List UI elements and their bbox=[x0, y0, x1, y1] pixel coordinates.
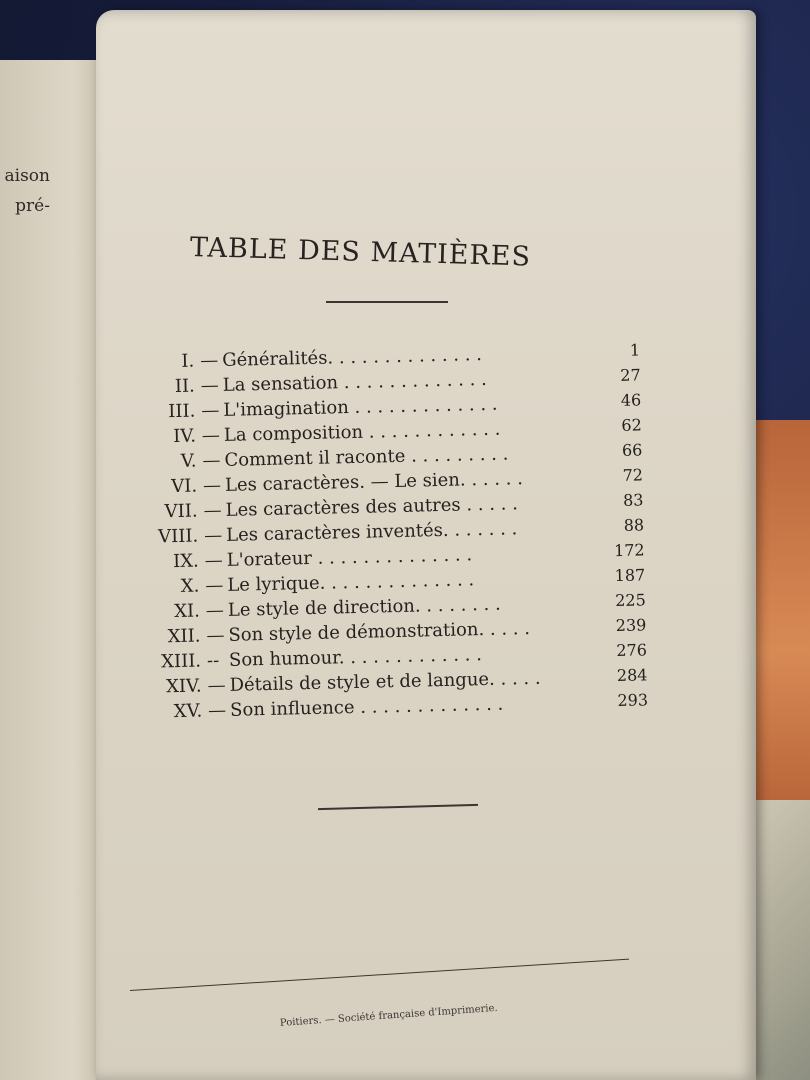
toc-page-number: 284 bbox=[616, 665, 648, 686]
toc-separator: — bbox=[204, 549, 223, 572]
toc-chapter-number: XI. bbox=[174, 600, 201, 623]
toc-chapter-number: V. bbox=[180, 450, 197, 472]
toc-chapter-title: L'orateur . . . . . . . . . . . . . . bbox=[226, 544, 473, 571]
left-page-line-1: aison bbox=[4, 166, 50, 186]
toc-page-number: 66 bbox=[621, 440, 643, 460]
printer-imprint: Poitiers. — Société française d'Imprimerie. bbox=[279, 1002, 498, 1029]
toc-separator: — bbox=[201, 424, 221, 447]
toc-chapter-title: Comment il raconte . . . . . . . . . bbox=[224, 443, 509, 471]
toc-separator: — bbox=[202, 474, 222, 497]
toc-separator: — bbox=[201, 399, 220, 422]
toc-page-number: 1 bbox=[629, 340, 641, 360]
toc-page-number: 172 bbox=[613, 540, 645, 561]
toc-page-number: 62 bbox=[621, 415, 643, 435]
toc-page-number: 225 bbox=[615, 590, 646, 611]
toc-page-number: 46 bbox=[620, 390, 642, 410]
toc-page-number: 239 bbox=[615, 615, 647, 636]
toc-chapter-title: Son style de démonstration. . . . . bbox=[228, 618, 531, 646]
toc-separator: — bbox=[203, 524, 223, 547]
toc-chapter-number: XII. bbox=[167, 625, 201, 648]
toc-page-number: 293 bbox=[617, 690, 649, 711]
toc-chapter-number: XIII. bbox=[160, 650, 202, 673]
toc-chapter-title: Les caractères des autres . . . . . bbox=[225, 493, 519, 521]
toc-page-number: 276 bbox=[616, 640, 648, 661]
page-title: TABLE DES MATIÈRES bbox=[189, 232, 532, 273]
toc-chapter-number: II. bbox=[174, 375, 196, 397]
toc-chapter-number: I. bbox=[181, 350, 195, 372]
toc-chapter-title: Les caractères. — Le sien. . . . . . bbox=[224, 468, 524, 496]
toc-separator: — bbox=[202, 449, 221, 472]
toc-chapter-title: Le lyrique. . . . . . . . . . . . . . bbox=[227, 569, 475, 596]
toc-page-number: 187 bbox=[614, 565, 646, 586]
toc-chapter-title: Son humour. . . . . . . . . . . . . bbox=[228, 644, 483, 671]
toc-chapter-number: VII. bbox=[164, 500, 198, 523]
toc-chapter-title: L'imagination . . . . . . . . . . . . . bbox=[223, 393, 498, 421]
toc-page-number: 83 bbox=[622, 490, 644, 510]
toc-page-number: 27 bbox=[620, 365, 641, 385]
toc-chapter-title: Les caractères inventés. . . . . . . bbox=[225, 518, 518, 546]
left-page-line-2: pré- bbox=[15, 196, 50, 216]
toc-separator: — bbox=[203, 499, 222, 522]
toc-chapter-number: IV. bbox=[173, 425, 197, 448]
toc-chapter-title: Son influence . . . . . . . . . . . . . bbox=[229, 693, 504, 721]
toc-chapter-title: La composition . . . . . . . . . . . . bbox=[223, 418, 501, 446]
toc-separator: -- bbox=[206, 650, 220, 672]
toc-separator: — bbox=[199, 350, 219, 372]
toc-page-number: 72 bbox=[622, 465, 644, 485]
toc-separator: — bbox=[207, 699, 227, 722]
toc-separator: — bbox=[200, 374, 220, 397]
toc-page-number: 88 bbox=[623, 515, 645, 535]
toc-chapter-number: VIII. bbox=[157, 525, 199, 548]
toc-chapter-title: Le style de direction. . . . . . . . bbox=[227, 593, 501, 621]
toc-chapter-number: III. bbox=[168, 400, 196, 423]
toc-chapter-title: Détails de style et de langue. . . . . bbox=[229, 667, 541, 696]
toc-chapter-number: XIV. bbox=[165, 675, 202, 698]
table-of-contents bbox=[130, 340, 648, 726]
toc-chapter-number: XV. bbox=[173, 700, 203, 723]
toc-chapter-title: La sensation . . . . . . . . . . . . . bbox=[222, 368, 487, 396]
toc-chapter-number: X. bbox=[180, 575, 200, 597]
toc-chapter-title: Généralités. . . . . . . . . . . . . . bbox=[221, 344, 483, 371]
toc-chapter-number: VI. bbox=[170, 475, 198, 498]
toc-separator: — bbox=[206, 624, 225, 647]
toc-separator: — bbox=[205, 599, 225, 622]
title-rule bbox=[326, 301, 448, 303]
toc-separator: — bbox=[207, 674, 226, 697]
toc-chapter-number: IX. bbox=[172, 550, 199, 573]
toc-separator: — bbox=[205, 574, 224, 597]
